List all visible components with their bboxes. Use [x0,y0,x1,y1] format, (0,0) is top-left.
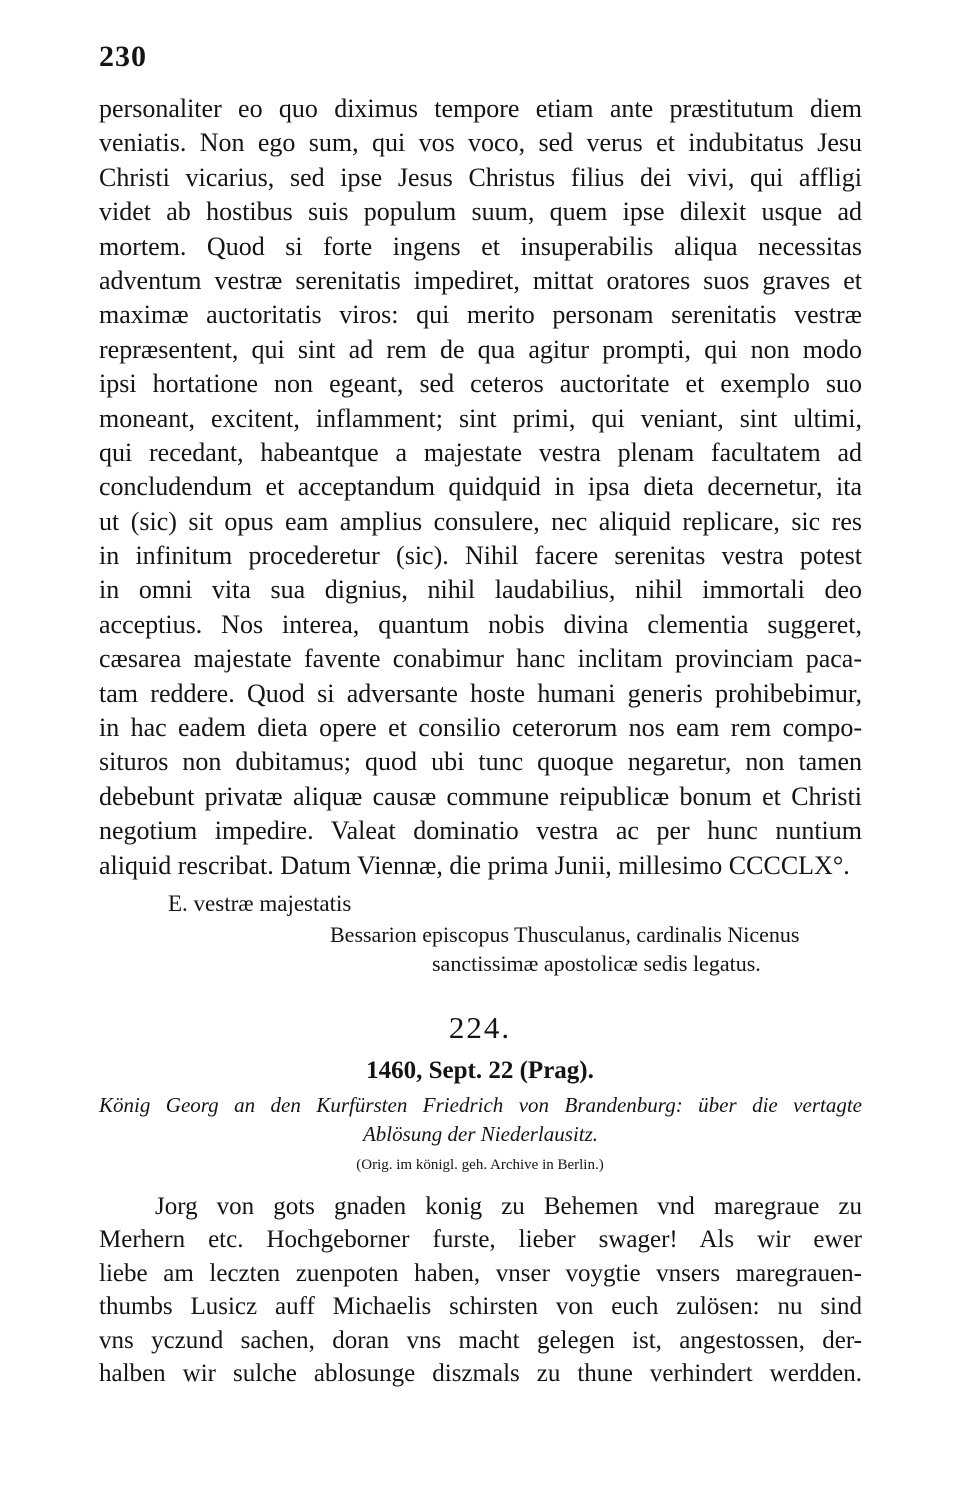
text-line: repræsentent, qui sint ad rem de qua agitur prompti, qui non modo [99,334,862,364]
closing-formula: E. vestræ majestatis [168,891,352,916]
document-number: 224. [448,1010,512,1045]
text-line: in hac eadem dieta opere et consilio ceterorum nos eam rem compo- [99,713,862,743]
text-line: ipsi hortatione non egeant, sed ceteros auctoritate et exemplo suo [99,369,862,399]
regest-line: Ablösung der Niederlausitz. [362,1122,599,1146]
text-line: videt ab hostibus suis populum suum, quem ipse dilexit usque ad [99,197,862,227]
text-line: cæsarea majestate favente conabimur hanc inclitam provinciam paca- [99,644,862,674]
letter-body-text [99,92,862,883]
text-line: in infinitum procederetur (sic). Nihil facere serenitas vestra potest [99,541,862,571]
text-line: vns yczund sachen, doran vns macht gelegen ist, angestossen, der- [99,1326,862,1354]
text-line: tam reddere. Quod si adversante hoste humani generis prohibebimur, [99,678,862,708]
text-line: debebunt privatæ aliquæ causæ commune reipublicæ bonum et Christi [99,781,862,811]
text-line: halben wir sulche ablosunge diszmals zu thune verhindert werdden. [99,1359,862,1387]
text-line: adventum vestræ serenitatis impediret, mittat oratores suos graves et [99,265,862,295]
text-line: negotium impedire. Valeat dominatio vestra ac per hunc nuntium [99,816,862,846]
text-line: concludendum et acceptandum quidquid in ipsa dieta decernetur, ita [99,472,862,502]
text-line: in omni vita sua dignius, nihil laudabilius, nihil immortali deo [99,575,862,605]
text-line: liebe am leczten zuenpoten haben, vnser voygtie vnsers maregrauen- [99,1259,862,1287]
page-number: 230 [99,40,147,73]
text-line: situros non dubitamus; quod ubi tunc quoque negaretur, non tamen [99,747,862,777]
text-line: ut (sic) sit opus eam amplius consulere, nec aliquid replicare, sic res [99,506,862,536]
text-line: Merhern etc. Hochgeborner furste, lieber swager! Als wir ewer [99,1226,862,1254]
text-line: thumbs Lusicz auff Michaelis schirsten von euch zulösen: nu sind [99,1293,862,1321]
text-line: veniatis. Non ego sum, qui vos voco, sed verus et indubitatus Jesu [99,128,862,158]
signature-line: Bessarion episcopus Thusculanus, cardinalis Nicenus [330,922,800,947]
text-line: Christi vicarius, sed ipse Jesus Christus filius dei vivi, qui affligi [99,162,862,192]
german-letter-text [99,1190,862,1390]
text-line: acceptius. Nos interea, quantum nobis divina clementia suggeret, [99,609,862,639]
text-line: Jorg von gots gnaden konig zu Behemen vnd maregraue zu [155,1193,862,1220]
document-date: 1460, Sept. 22 (Prag). [366,1057,594,1084]
text-line: moneant, excitent, inflamment; sint primi, qui veniant, sint ultimi, [99,403,862,433]
regest-line: König Georg an den Kurfürsten Friedrich von Brandenburg: über die vertagte [99,1093,862,1117]
source-note: (Orig. im königl. geh. Archive in Berlin.) [356,1157,604,1173]
text-line: aliquid rescribat. Datum Viennæ, die prima Junii, millesimo CCCCLX°. [99,850,850,880]
text-line: personaliter eo quo diximus tempore etiam ante præstitutum diem [99,94,862,123]
text-line: qui recedant, habeantque a majestate vestra plenam facultatem ad [99,437,862,467]
signature-line: sanctissimæ apostolicæ sedis legatus. [432,951,761,976]
text-line: mortem. Quod si forte ingens et insuperabilis aliqua necessitas [99,231,862,261]
text-line: maximæ auctoritatis viros: qui merito personam serenitatis vestræ [99,300,862,330]
